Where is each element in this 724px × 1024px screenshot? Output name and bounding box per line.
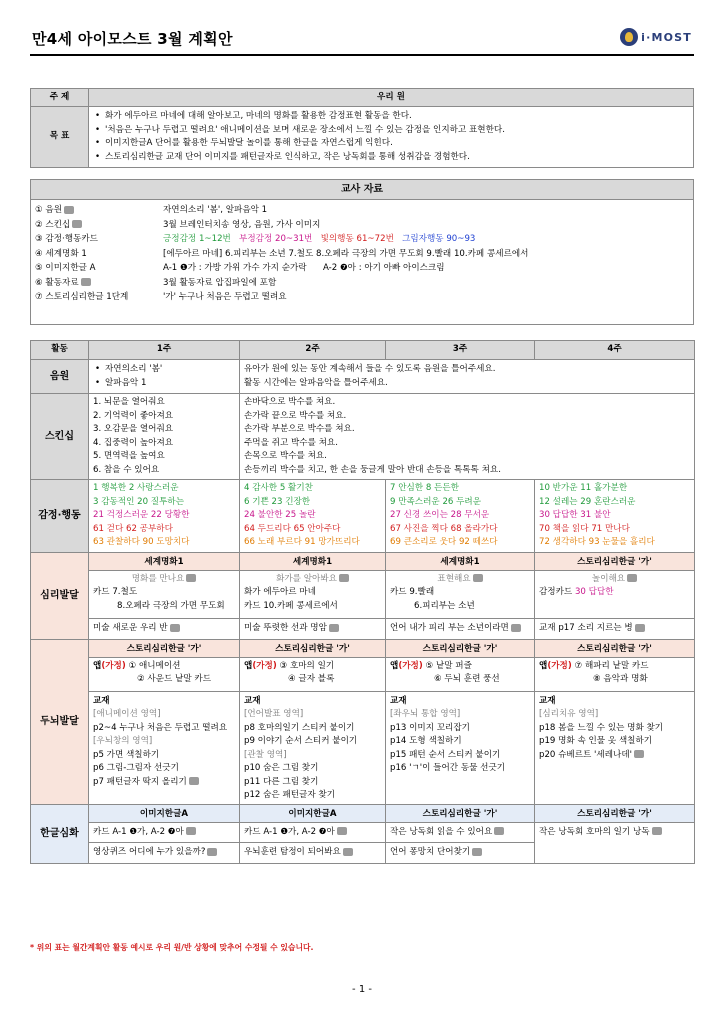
book-item: p16 'ㄱ'이 들어간 동물 선긋기 — [390, 763, 506, 773]
book-item: p13 이미지 꼬리잡기 — [390, 722, 470, 733]
emotion-card: 12 설레는 29 혼란스러운 — [539, 496, 636, 507]
emotion-card: 7 안심한 8 든든한 — [390, 483, 459, 493]
skinship-action: 주먹을 쥐고 박수를 쳐요. — [244, 437, 338, 448]
action-shadow: 그림자행동 90~93 — [402, 234, 476, 244]
book-area: [언어발표 영역] — [244, 709, 304, 719]
app-item: ③ 호마의 일기 — [276, 660, 335, 671]
app-item: ① 애니메이션 — [125, 660, 181, 671]
hangul-head: 스토리심리한글 '가' — [386, 805, 534, 823]
row-label-music: 음원 — [31, 360, 89, 394]
skinship-step: 3. 오감문을 열어줘요 — [93, 424, 174, 434]
app-item: ⑥ 두뇌 훈련 풍선 — [434, 674, 500, 684]
action-card: 72 생각하다 93 눈물을 흘리다 — [539, 537, 655, 547]
psych-line-emotion: 30 답답한 — [574, 587, 614, 597]
skinship-action: 손가락 끝으로 박수를 쳐요. — [244, 410, 347, 421]
psych-line: 카드 10.카페 콩세르에서 — [244, 600, 338, 611]
skinship-action: 손가락 부분으로 박수를 쳐요. — [244, 424, 355, 434]
row-label-brain: 두뇌발달 — [31, 639, 89, 804]
schedule-header-activity: 활동 — [31, 341, 89, 360]
book-item: p2~4 누구나 처음은 두렵고 떨려요 — [93, 722, 228, 733]
action-card: 64 두드리다 65 안아주다 — [244, 523, 341, 534]
brain-week2 — [240, 639, 386, 804]
skinship-step: 2. 기억력이 좋아져요 — [93, 410, 174, 421]
hangul-head: 이미지한글A — [89, 805, 239, 823]
psych-week2 — [240, 552, 386, 639]
psych-line: 카드 9.빨래 — [390, 587, 435, 597]
file-tag-icon — [627, 574, 637, 582]
skinship-action: 손바닥으로 박수를 쳐요. — [244, 397, 336, 407]
app-label: 앱 — [93, 660, 102, 671]
page-title: 만4세 아이모스트 3월 계획안 — [32, 30, 233, 48]
hangul-week4 — [535, 804, 695, 863]
book-item: p12 숨은 패턴글자 찾기 — [244, 790, 335, 800]
psych-sub: 화가를 알아봐요 — [276, 573, 337, 584]
teacher-materials — [30, 179, 694, 325]
emotion-card: 24 불안한 25 놀란 — [244, 510, 316, 520]
schedule-header-week2: 2주 — [240, 341, 386, 360]
hangul-head: 스토리심리한글 '가' — [535, 805, 694, 823]
hangul-line: 영상퀴즈 어디에 누가 있을까? — [93, 847, 206, 857]
psych-week3 — [386, 552, 535, 639]
teacher-materials-heading: 교사 자료 — [31, 180, 693, 200]
brain-head: 스토리심리한글 '가' — [240, 640, 385, 658]
skinship-action: 손목으로 박수를 쳐요. — [244, 451, 327, 461]
app-home: (가정) — [101, 660, 126, 671]
psych-line: 화가 에두아르 마네 — [244, 587, 316, 597]
book-label: 교재 — [93, 695, 110, 706]
psych-line: 8.오페라 극장의 가면 무도회 — [117, 600, 225, 611]
book-item: p8 호마의일기 스티커 붙이기 — [244, 722, 355, 733]
file-tag-icon — [634, 750, 644, 758]
material-value: 3월 활동자료 압집파일에 포함 — [163, 277, 277, 288]
brain-week3 — [386, 639, 535, 804]
psych-sub: 표현해요 — [437, 573, 471, 584]
psych-line: 카드 7.철도 — [93, 587, 138, 597]
material-label: ② 스킨십 — [35, 219, 71, 230]
file-tag-icon — [170, 624, 180, 632]
book-item: p5 가면 색칠하기 — [93, 749, 160, 760]
book-item: p7 패턴글자 딱지 올리기 — [93, 776, 187, 787]
emotion-card: 27 신경 쓰이는 28 무서운 — [390, 510, 490, 520]
teacher-materials-list — [31, 203, 693, 305]
goal-list — [93, 110, 689, 164]
file-tag-icon — [635, 624, 645, 632]
music-desc: 활동 시간에는 알파음악을 틀어주세요. — [244, 377, 388, 388]
hangul-week2 — [240, 804, 386, 863]
skinship-step: 4. 집중력이 높아져요 — [93, 437, 174, 448]
psych-week4 — [535, 552, 695, 639]
psych-week1 — [89, 552, 240, 639]
psych-bottom: 언어 내가 피리 부는 소년이라면 — [390, 623, 509, 633]
emotion-negative: 부정감정 20~31번 — [239, 234, 313, 244]
music-item: • 알파음악 1 — [93, 377, 235, 391]
file-tag-icon — [207, 848, 217, 856]
emotion-card: 21 걱정스러운 22 당황한 — [93, 510, 190, 520]
logo-text: i·MOST — [641, 30, 692, 44]
emotion-card: 9 만족스러운 26 두려운 — [390, 496, 482, 507]
footnote: * 위의 표는 월간계획안 활동 예시로 우리 원/반 상황에 맞추어 수정될 수 있습니다. — [30, 943, 314, 952]
book-area: [관찰 영역] — [244, 749, 287, 760]
hangul-head: 이미지한글A — [240, 805, 385, 823]
file-tag-icon — [473, 574, 483, 582]
file-tag-icon — [186, 574, 196, 582]
goal-item: • 화가 에두아르 마네에 대해 알아보고, 마네의 명화를 활용한 감정표현 활동을 한다. — [93, 110, 689, 124]
book-item: p9 이야기 순서 스티커 붙이기 — [244, 736, 358, 746]
hangul-week3 — [386, 804, 535, 863]
psych-bottom: 미술 뚜렷한 선과 명암 — [244, 623, 327, 633]
app-item: ⑦ 해파리 낱말 카드 — [571, 660, 649, 671]
action-card: 66 노래 부르다 91 망가뜨리다 — [244, 537, 360, 547]
emotion-week4 — [535, 480, 695, 553]
hangul-line: 카드 A-1 ❶가, A-2 ❼아 — [244, 826, 335, 837]
row-label-psych: 심리발달 — [31, 552, 89, 639]
book-label: 교재 — [244, 695, 261, 706]
psych-bottom: 교재 p17 소리 지르는 병 — [539, 623, 633, 633]
app-item: ⑧ 음악과 명화 — [593, 674, 648, 684]
book-item: p19 명화 속 인물 옷 색칠하기 — [539, 736, 653, 746]
app-label: 앱 — [390, 660, 399, 671]
file-tag-icon — [186, 827, 196, 835]
brain-head: 스토리심리한글 '가' — [535, 640, 694, 658]
emotion-positive: 긍정감정 1~12번 — [163, 234, 231, 244]
material-value — [159, 232, 693, 247]
skinship-step: 5. 면역력을 높여요 — [93, 451, 165, 461]
action-card: 61 걷다 62 공부하다 — [93, 523, 173, 534]
skinship-action: 손등끼리 박수를 치고, 한 손을 둥글게 말아 반대 손등을 톡톡톡 쳐요. — [244, 464, 501, 475]
psych-line: 감정카드 — [539, 587, 575, 597]
psych-sub: 명화를 만나요 — [131, 573, 185, 584]
row-label-emotion: 감정·행동 — [31, 480, 89, 553]
brain-head: 스토리심리한글 '가' — [89, 640, 239, 658]
app-item: ④ 글자 블록 — [288, 674, 335, 684]
file-tag-icon — [189, 777, 199, 785]
emotion-card: 4 감사한 5 활기찬 — [244, 483, 313, 493]
schedule-header-week3: 3주 — [386, 341, 535, 360]
book-item: p20 슈베르트 '세레나데' — [539, 749, 632, 760]
book-label: 교재 — [539, 695, 556, 706]
goal-table — [30, 88, 694, 168]
emotion-week3 — [386, 480, 535, 553]
page-header — [30, 26, 694, 56]
material-value: 3월 브레인터치송 영상, 음원, 가사 이미지 — [163, 219, 321, 230]
emotion-card: 6 기쁜 23 긴장한 — [244, 496, 311, 507]
goal-item: • 스토리심리한글 교재 단어 이미지를 패턴글자로 인식하고, 작은 낭독회를 통해 성취감을 경험한다. — [93, 151, 689, 165]
file-tag-icon — [81, 278, 91, 286]
skinship-step: 6. 참을 수 있어요 — [93, 464, 160, 475]
book-item: p6 그림-그림자 선긋기 — [93, 763, 179, 773]
row-label-skinship: 스킨십 — [31, 394, 89, 480]
file-tag-icon — [337, 827, 347, 835]
material-label: ⑤ 이미지한글 A — [35, 263, 96, 273]
schedule-table — [30, 340, 695, 864]
material-value: '가' 누구나 처음은 두렵고 떨려요 — [163, 292, 287, 302]
material-value: 자연의소리 '봄', 알파음악 1 — [163, 205, 268, 215]
music-desc: 유아가 원에 있는 동안 계속해서 들을 수 있도록 음원을 틀어주세요. — [244, 364, 496, 374]
hangul-week1 — [89, 804, 240, 863]
file-tag-icon — [343, 848, 353, 856]
emotion-week1 — [89, 480, 240, 553]
logo-icon — [620, 28, 638, 46]
hangul-line: 우뇌훈련 탐정이 되어봐요 — [244, 847, 341, 857]
file-tag-icon — [652, 827, 662, 835]
material-value: A-1 ❶가 : 가방 가위 가수 가지 순가락 A-2 ❼아 : 아기 아빠 아이스크림 — [163, 263, 445, 273]
brain-week4 — [535, 639, 695, 804]
hangul-line — [539, 842, 690, 848]
hangul-line: 카드 A-1 ❶가, A-2 ❼아 — [93, 826, 184, 837]
app-home: (가정) — [398, 660, 423, 671]
material-label: ④ 세계명화 1 — [35, 248, 87, 259]
psych-head: 세계명화1 — [89, 553, 239, 571]
file-tag-icon — [511, 624, 521, 632]
hangul-line: 언어 퐁망치 단어찾기 — [390, 847, 471, 857]
app-label: 앱 — [244, 660, 253, 671]
action-card: 63 관찰하다 90 도망치다 — [93, 537, 190, 547]
hangul-line: 작은 낭독회 호마의 일기 낭독 — [539, 826, 650, 837]
logo — [620, 28, 692, 46]
app-home: (가정) — [547, 660, 572, 671]
theme-label: 주 제 — [31, 89, 89, 107]
material-label: ⑦ 스토리심리한글 1단계 — [35, 292, 129, 302]
action-card: 69 큰소리로 웃다 92 떼쓰다 — [390, 537, 498, 547]
theme-value: 우리 원 — [89, 89, 694, 107]
book-item: p10 숨은 그림 찾기 — [244, 763, 319, 773]
book-item: p11 다른 그림 찾기 — [244, 776, 319, 787]
emotion-card: 30 답답한 31 불안 — [539, 510, 611, 520]
goal-item: • 이미지한글A 단어를 활용한 두뇌발달 놀이를 통해 한글을 자연스럽게 익힌다. — [93, 137, 689, 151]
goal-item: • '처음은 누구나 두렵고 떨려요' 애니메이션을 보며 새로운 장소에서 느낄 수 있는 감정을 인지하고 표현한다. — [93, 124, 689, 138]
book-area: [우뇌창의 영역] — [93, 736, 153, 746]
psych-head: 스토리심리한글 '가' — [535, 553, 694, 571]
app-home: (가정) — [252, 660, 277, 671]
material-label: ③ 감정·행동카드 — [35, 234, 98, 244]
page-number: - 1 - — [352, 984, 372, 995]
book-area: [좌우뇌 통합 영역] — [390, 709, 461, 719]
book-item: p18 봄을 느낄 수 있는 명화 찾기 — [539, 722, 664, 733]
action-card: 70 책을 읽다 71 만나다 — [539, 523, 630, 534]
file-tag-icon — [329, 624, 339, 632]
psych-sub: 놀이해요 — [591, 573, 626, 584]
psych-head: 세계명화1 — [240, 553, 385, 571]
psych-bottom: 미술 새로운 우리 반 — [93, 623, 168, 633]
app-item: ② 사운드 낱말 카드 — [137, 674, 212, 684]
schedule-header-week1: 1주 — [89, 341, 240, 360]
book-label: 교재 — [390, 695, 407, 706]
book-area: [심리치유 영역] — [539, 709, 599, 719]
book-area: [애니메이션 영역] — [93, 709, 161, 719]
row-label-hangul: 한글심화 — [31, 804, 89, 863]
book-item: p14 도형 색칠하기 — [390, 736, 462, 746]
brain-week1 — [89, 639, 240, 804]
hangul-line: 작은 낭독회 읽을 수 있어요 — [390, 826, 493, 837]
file-tag-icon — [72, 220, 82, 228]
file-tag-icon — [472, 848, 482, 856]
file-tag-icon — [64, 206, 74, 214]
emotion-card: 3 감동적인 20 질투하는 — [93, 496, 185, 507]
music-list — [93, 363, 235, 390]
app-item: ⑤ 낱말 퍼즐 — [422, 660, 472, 671]
material-label: ① 음원 — [35, 205, 63, 215]
emotion-card: 10 반가운 11 홀가분한 — [539, 483, 628, 493]
emotion-card: 1 행복한 2 사랑스러운 — [93, 483, 179, 493]
emotion-week2 — [240, 480, 386, 553]
music-item: • 자연의소리 '봄' — [93, 363, 235, 377]
book-item: p15 패턴 순서 스티커 붙이기 — [390, 749, 501, 760]
file-tag-icon — [339, 574, 349, 582]
action-card: 67 사진을 찍다 68 올라가다 — [390, 523, 498, 534]
goal-label: 목 표 — [31, 107, 89, 168]
material-value: [에두아르 마네] 6.피리부는 소년 7.철도 8.오페라 극장의 가면 무도회 9.빨래 10.카페 콩세르에서 — [163, 248, 529, 259]
action-light: 빛의행동 61~72번 — [320, 234, 394, 244]
file-tag-icon — [494, 827, 504, 835]
skinship-step: 1. 뇌문을 열어줘요 — [93, 397, 165, 407]
brain-head: 스토리심리한글 '가' — [386, 640, 534, 658]
app-label: 앱 — [539, 660, 548, 671]
psych-line: 6.피리부는 소년 — [414, 600, 475, 611]
psych-head: 세계명화1 — [386, 553, 534, 571]
material-label: ⑥ 활동자료 — [35, 277, 79, 288]
schedule-header-week4: 4주 — [535, 341, 695, 360]
